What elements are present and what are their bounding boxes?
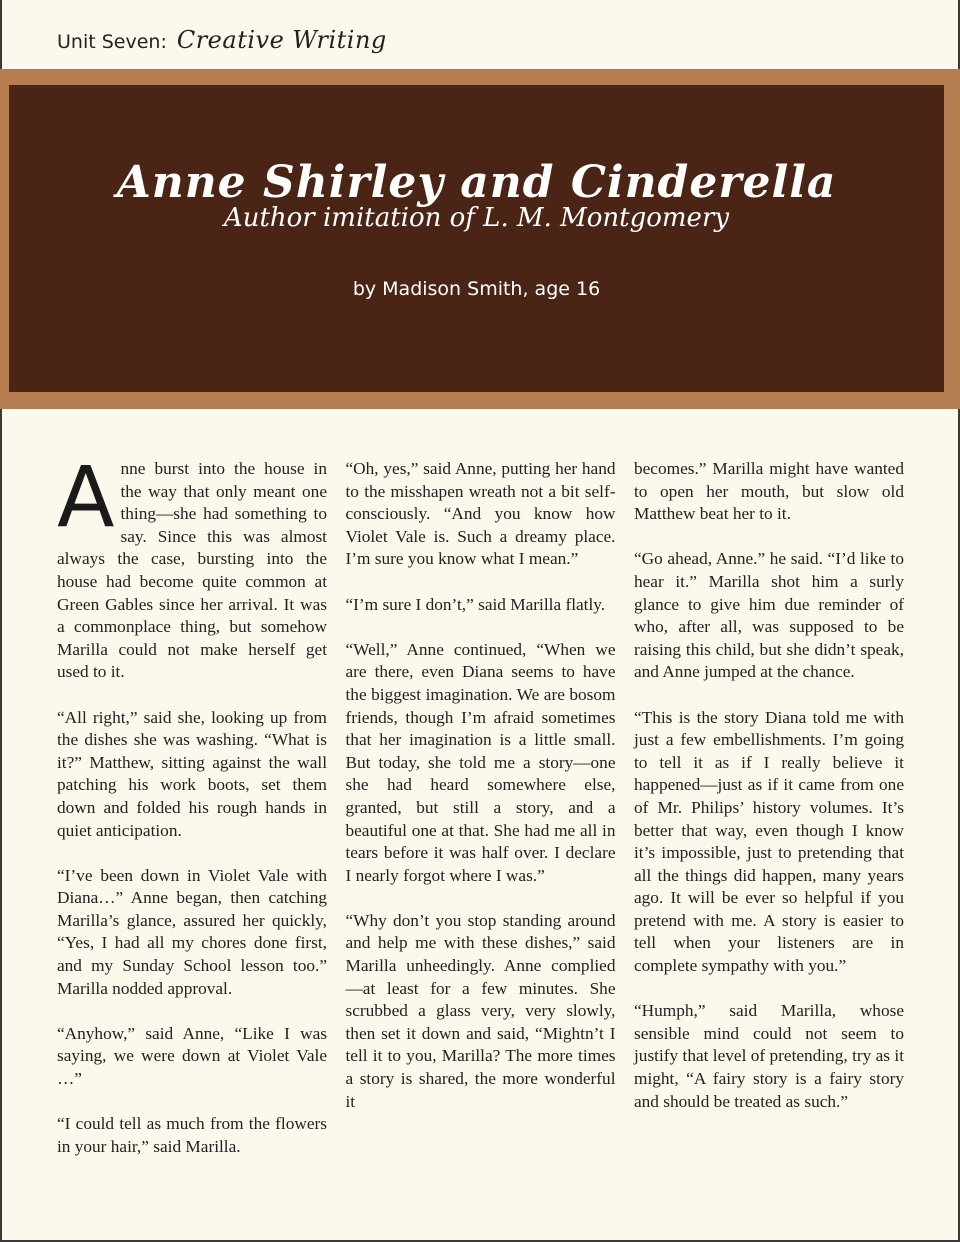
paragraph: “I’m sure I don’t,” said Marilla flatly.	[345, 594, 606, 614]
paragraph: “I’ve been down in Violet Vale with Diana…” Anne began, then catching Marilla’s glance, assured her quickly, “Yes, I had all my chores done first, and my Sunday School lesson too.” Marilla nodded approval.	[57, 865, 327, 998]
column-1	[57, 448, 327, 1181]
unit-header	[57, 26, 387, 62]
column-2	[346, 458, 616, 1181]
byline: by Madison Smith, age 16	[352, 278, 601, 300]
paragraph: “Anyhow,” said Anne, “Like I was saying, we were down at Violet Vale …”	[57, 1023, 327, 1089]
column-3	[634, 458, 904, 1181]
paragraph: “Why don’t you stop standing around and help me with these dishes,” said Marilla unheedingly. Anne complied—at least for a few minutes. She scrubbed a glass very, very slowly, then set it down and said, “Mightn’t I tell it to you, Marilla? The more times a story is shared, the more wonderful it	[345, 910, 616, 1111]
unit-topic: Creative Writing	[176, 26, 387, 54]
paragraph: “Well,” Anne continued, “When we are there, even Diana seems to have the biggest imagination. We are bosom friends, though I’m afraid sometimes that her imagination is a little small. But today, she told me a story—one she had heard somewhere else, granted, but still a story, and a beautiful one at that. She had me all in tears before it was half over. I declare I nearly forgot where I was.”	[345, 639, 616, 885]
title-banner	[0, 69, 960, 409]
story-title: Anne Shirley and Cinderella	[116, 157, 837, 208]
paragraph: “Go ahead, Anne.” he said. “I’d like to hear it.” Marilla shot him a surly glance to give him due reminder of who, after all, was supposed to be raising this child, but she didn’t speak, and Anne jumped at the chance.	[634, 549, 904, 682]
drop-cap: A	[57, 448, 115, 546]
unit-label: Unit Seven:	[57, 31, 167, 53]
paragraph: “Humph,” said Marilla, whose sensible mind could not seem to justify that level of pretending, try as it might, “A fairy story is a fairy story and should be treated as such.”	[634, 1001, 904, 1111]
paragraph: becomes.” Marilla might have wanted to open her mouth, but slow old Matthew beat her to it.	[634, 459, 904, 524]
paragraph: “I could tell as much from the flowers in your hair,” said Marilla.	[57, 1114, 327, 1156]
paragraph: “This is the story Diana told me with just a few embellishments. I’m going to tell it as if I really believe it happened—just as if it came from one of Mr. Philips’ history volumes. It’s better that way, even though I know it’s impossible, just to pretending that all the things did happen, many years ago. It will be ever so helpful if you pretend with me. A story is easier to tell when your listeners are in complete sympathy with you.”	[634, 707, 904, 976]
article-body	[57, 448, 904, 1181]
story-subtitle: Author imitation of L. M. Montgomery	[223, 203, 730, 233]
title-banner-panel	[9, 85, 944, 392]
paragraph: Anne burst into the house in the way that only meant one thing—she had something to say. Since this was almost always the case, bursting into the house had become quite common at Green Gables since her arrival. It was a commonplace thing, but somehow Marilla could not make herself get used to it.	[57, 448, 327, 682]
paragraph: “Oh, yes,” said Anne, putting her hand to the misshapen wreath not a bit self-consciously. “And you know how Violet Vale is. Such a dreamy place. I’m sure you know what I mean.”	[345, 459, 616, 569]
paragraph: “All right,” said she, looking up from the dishes she was washing. “What is it?” Matthew, sitting against the wall patching his work boots, set them down and folded his rough hands in quiet anticipation.	[57, 707, 327, 840]
